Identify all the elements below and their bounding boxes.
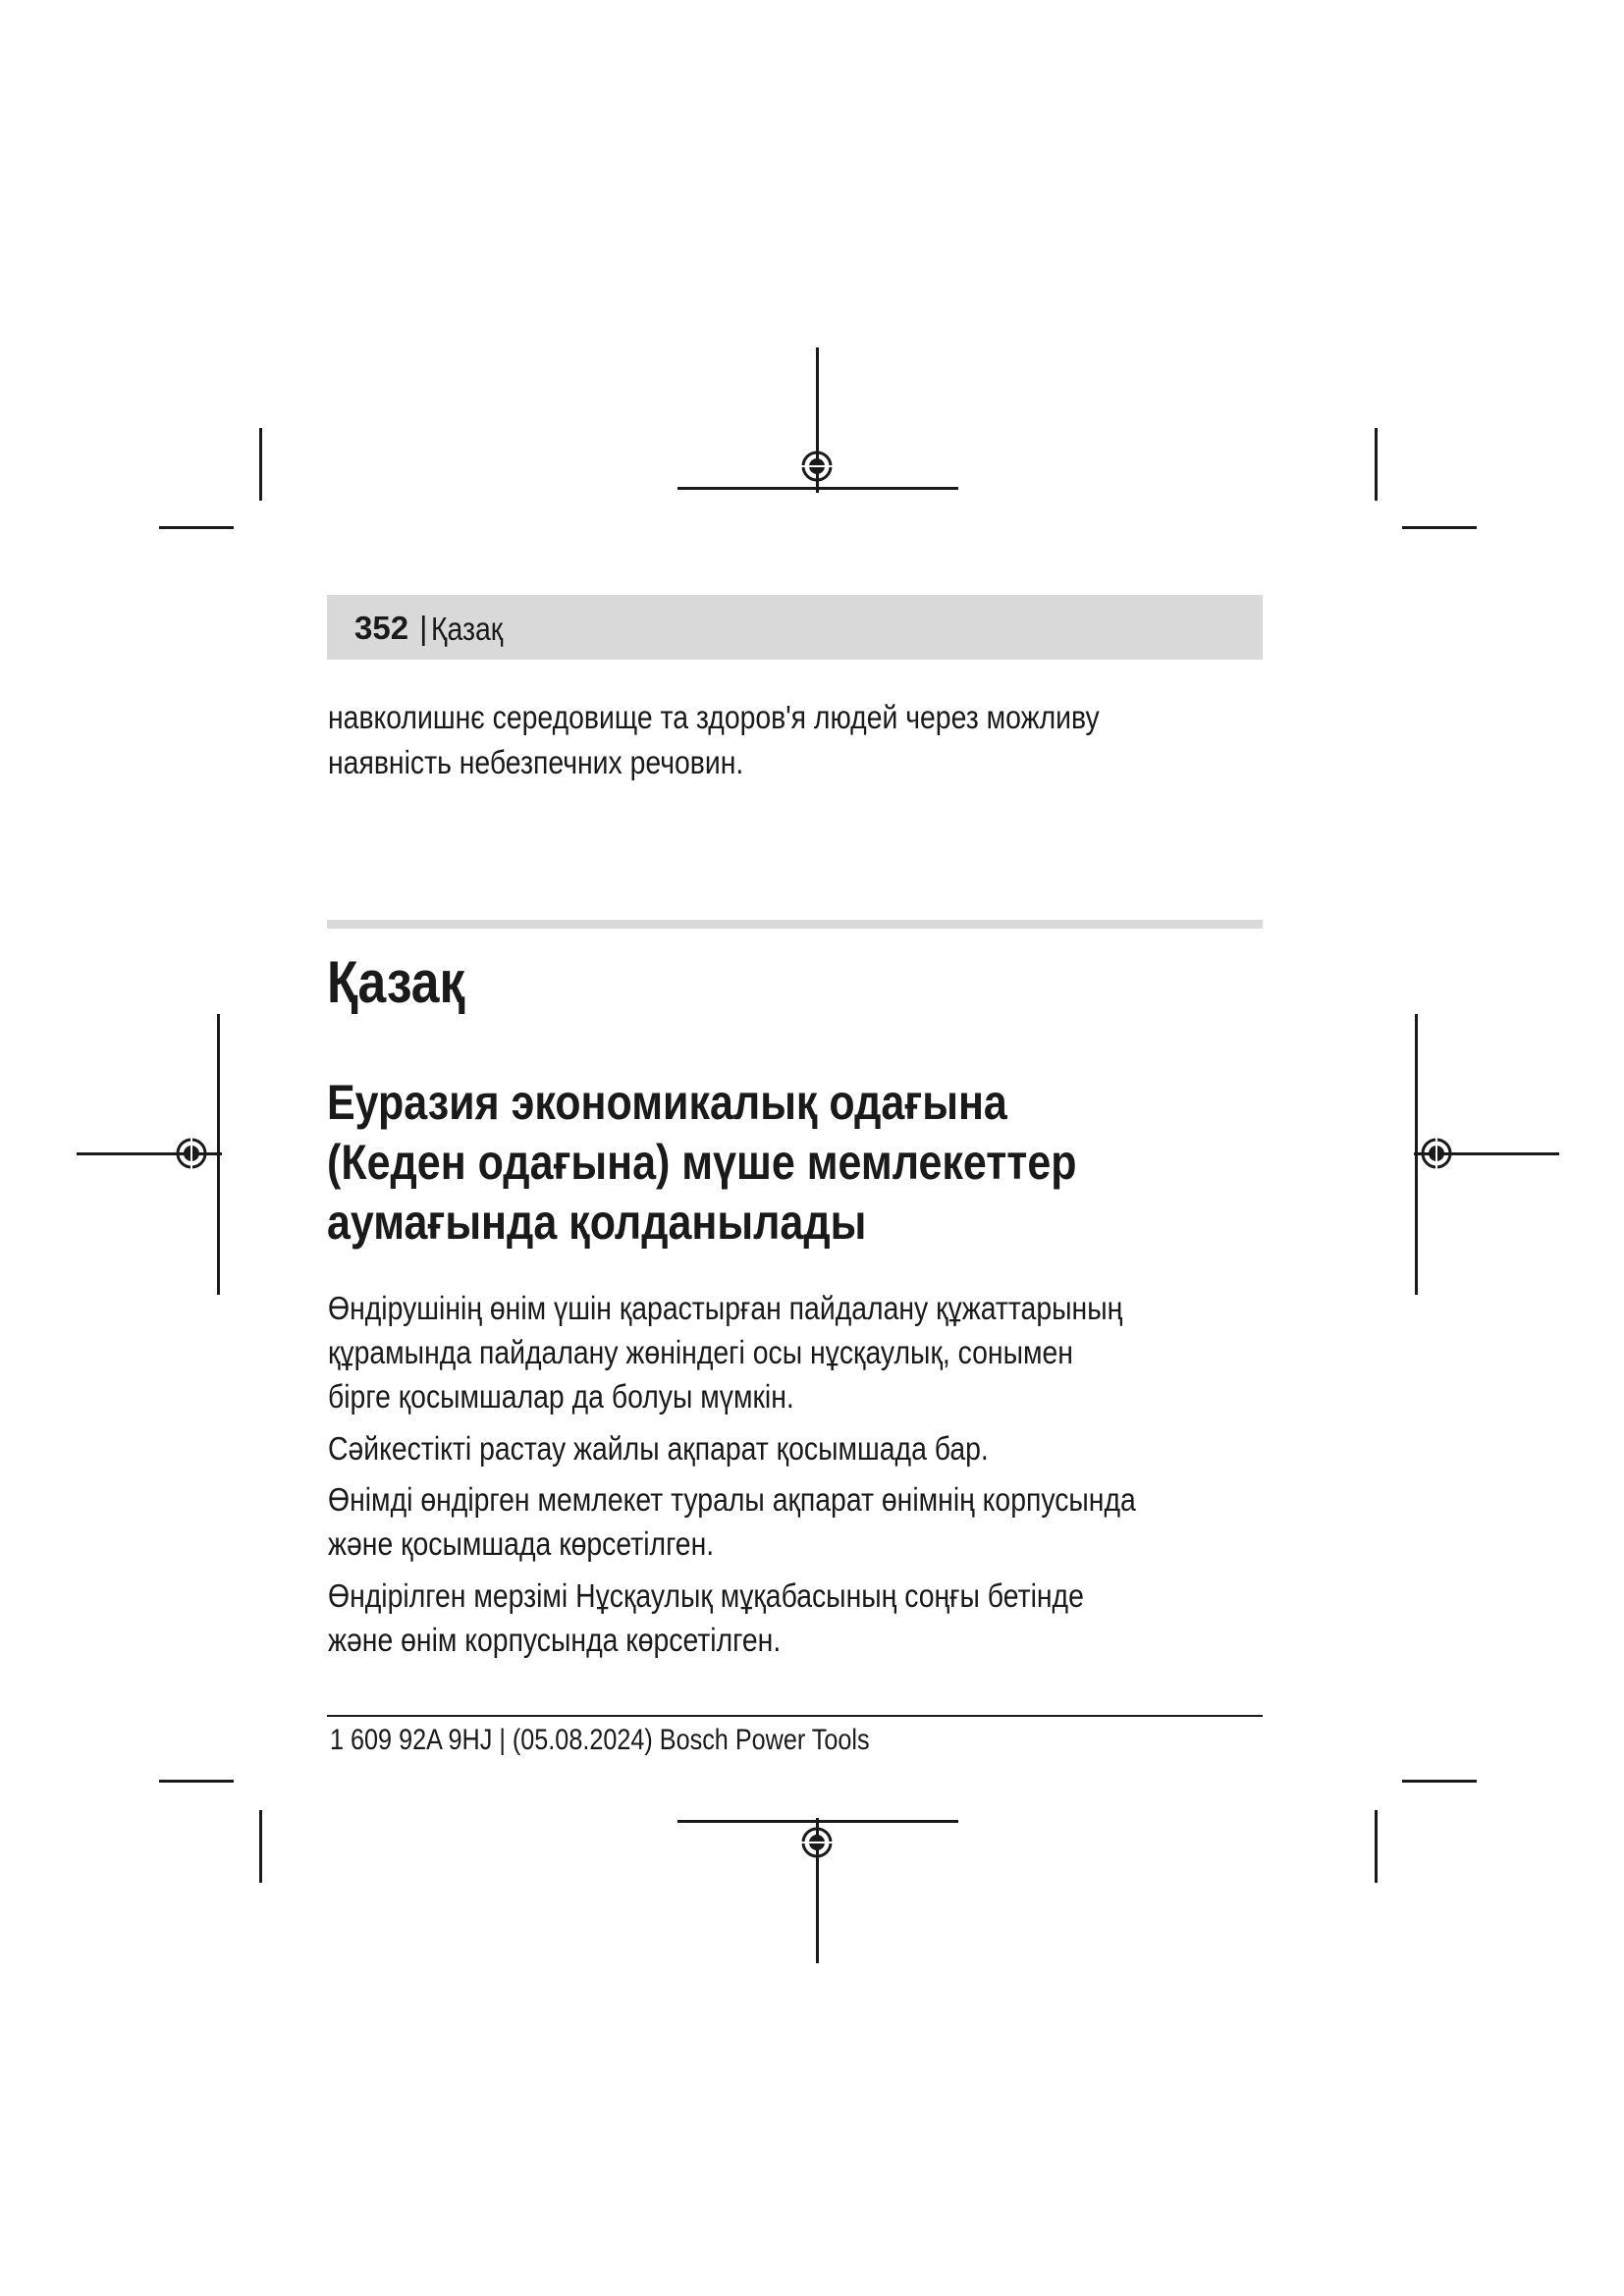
paragraph-3: [328, 1477, 1136, 1566]
section-divider: [327, 920, 1263, 929]
paragraph-line: Өнімді өндірген мемлекет туралы ақпарат өнімнің корпусында: [328, 1481, 1136, 1518]
paragraph-1: [328, 1286, 1122, 1418]
footer-text: 1 609 92A 9HJ | (05.08.2024) Bosch Power Tools: [330, 1724, 870, 1756]
crop-mark-bottom-left-vertical: [259, 1810, 262, 1883]
paragraph-4: [328, 1574, 1084, 1662]
section-title: Қазақ: [327, 949, 465, 1015]
paragraph-line: Өндірушінің өнім үшін қарастырған пайдалану құжаттарының: [328, 1290, 1123, 1326]
subtitle-line: Еуразия экономикалық одағына: [327, 1075, 1007, 1130]
crop-mark-bottom-right-vertical: [1375, 1810, 1378, 1883]
paragraph-line: Сәйкестікті растау жайлы ақпарат қосымшада бар.: [328, 1430, 989, 1467]
subtitle-line: аумағында қолданылады: [327, 1195, 867, 1250]
crop-mark-top-right-horizontal: [1402, 526, 1477, 529]
crop-mark-top-left-horizontal: [159, 526, 234, 529]
registration-target-icon: [1417, 1134, 1456, 1173]
header-language: Қазақ: [431, 611, 504, 647]
header-separator: |: [419, 610, 428, 646]
registration-target-icon: [797, 1823, 837, 1862]
footer-divider: [327, 1715, 1263, 1717]
section-subtitle: [327, 1073, 1077, 1253]
intro-line: наявність небезпечних речовин.: [328, 744, 744, 780]
paragraph-line: және өнім корпусында көрсетілген.: [328, 1622, 782, 1658]
intro-paragraph: [328, 695, 1100, 785]
page-header: [327, 595, 1263, 660]
registration-line-top-horizontal: [677, 487, 958, 490]
paragraph-line: бірге қосымшалар да болуы мүмкін.: [328, 1378, 794, 1415]
crop-mark-top-right-vertical: [1375, 428, 1378, 501]
paragraph-line: және қосымшада көрсетілген.: [328, 1525, 715, 1562]
registration-target-icon: [797, 447, 837, 486]
crop-mark-bottom-left-horizontal: [159, 1780, 234, 1783]
registration-target-icon: [172, 1134, 211, 1173]
crop-mark-bottom-right-horizontal: [1402, 1780, 1477, 1783]
paragraph-2: [328, 1426, 989, 1470]
subtitle-line: (Кеден одағына) мүше мемлекеттер: [327, 1135, 1077, 1190]
paragraph-line: құрамында пайдалану жөніндегі осы нұсқаулық, сонымен: [328, 1334, 1073, 1370]
intro-line: навколишнє середовище та здоров'я людей через можливу: [328, 699, 1100, 735]
paragraph-line: Өндірілген мерзімі Нұсқаулық мұқабасының соңғы бетінде: [328, 1577, 1084, 1614]
crop-mark-top-left-vertical: [259, 428, 262, 501]
page-number: 352: [354, 610, 409, 646]
